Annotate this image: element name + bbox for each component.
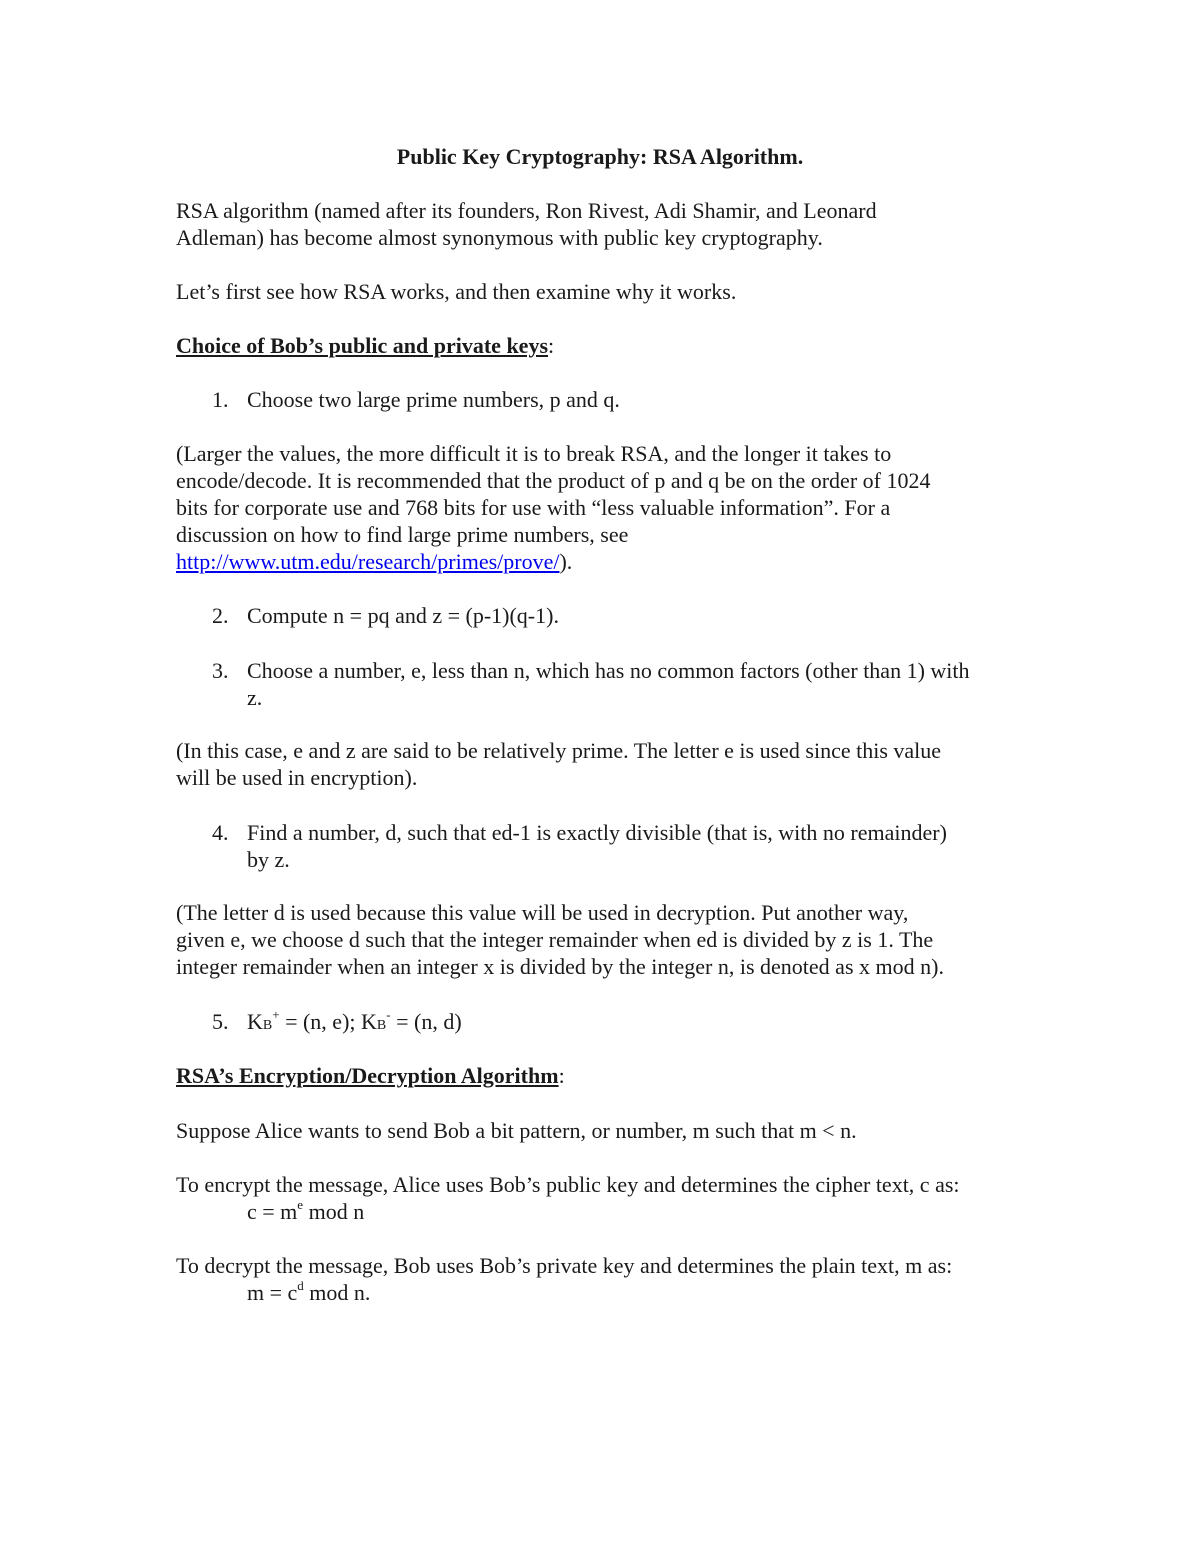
decrypt-formula-pre: m = c (247, 1280, 298, 1305)
decrypt-line: To decrypt the message, Bob uses Bob’s private key and determines the plain text, m as: (176, 1253, 953, 1278)
lets-see-paragraph: Let’s first see how RSA works, and then examine why it works. (176, 279, 737, 304)
note-1-line-2: encode/decode. It is recommended that the product of p and q be on the order of 1024 (176, 468, 931, 493)
intro-line-2: Adleman) has become almost synonymous with public key cryptography. (176, 225, 823, 250)
step-2-text: Compute n = pq and z = (p-1)(q-1). (247, 603, 559, 628)
step-2-number: 2. (212, 603, 229, 628)
encrypt-line: To encrypt the message, Alice uses Bob’s public key and determines the cipher text, c as: (176, 1172, 960, 1197)
note-3-line-1: (The letter d is used because this value will be used in decryption. Put another way, (176, 900, 909, 925)
decrypt-formula-exponent: d (297, 1277, 304, 1293)
step-3-line-1: Choose a number, e, less than n, which has no common factors (other than 1) with (247, 658, 970, 683)
intro-line-1: RSA algorithm (named after its founders, Ron Rivest, Adi Shamir, and Leonard (176, 198, 877, 223)
kb-plus-sign: + (272, 1006, 280, 1022)
primes-link[interactable]: http://www.utm.edu/research/primes/prove/ (176, 549, 560, 574)
kb-plus-b: B (262, 1018, 273, 1033)
note-1-line-5 (176, 548, 572, 575)
step-1-text: Choose two large prime numbers, p and q. (247, 387, 620, 412)
decrypt-formula (247, 1279, 370, 1306)
encrypt-formula-pre: c = m (247, 1199, 298, 1224)
note-2-line-1: (In this case, e and z are said to be relatively prime. The letter e is used since this value (176, 738, 942, 763)
step-4-line-1: Find a number, d, such that ed-1 is exactly divisible (that is, with no remainder) (247, 820, 947, 845)
encrypt-formula-exponent: e (297, 1196, 304, 1212)
section-heading-keys-text: Choice of Bob’s public and private keys (176, 333, 549, 358)
note-3-line-2: given e, we choose d such that the integer remainder when ed is divided by z is 1. The (176, 927, 934, 952)
encrypt-formula (247, 1198, 364, 1225)
kb-formula-middle: = (n, e); K (279, 1009, 377, 1034)
note-3-line-3: integer remainder when an integer x is divided by the integer n, is denoted as x mod n). (176, 954, 944, 979)
note-1-line-1: (Larger the values, the more difficult it is to break RSA, and the longer it takes to (176, 441, 892, 466)
step-5-formula (247, 1008, 462, 1039)
note-1-close: ). (559, 549, 573, 574)
section-heading-keys (176, 332, 554, 359)
step-4-line-2: by z. (247, 847, 290, 872)
kb-formula-end: = (n, d) (390, 1009, 462, 1034)
page-title: Public Key Cryptography: RSA Algorithm. (396, 144, 804, 169)
note-1-line-4: discussion on how to find large prime numbers, see (176, 522, 629, 547)
decrypt-formula-post: mod n. (303, 1280, 371, 1305)
section-heading-algorithm (176, 1062, 565, 1089)
step-3-line-2: z. (247, 685, 263, 710)
section-heading-algorithm-text: RSA’s Encryption/Decryption Algorithm (176, 1063, 559, 1088)
step-1-number: 1. (212, 387, 229, 412)
section-heading-algorithm-colon: : (558, 1063, 565, 1088)
step-4-number: 4. (212, 820, 229, 845)
kb-minus-b: B (376, 1018, 387, 1033)
section-heading-keys-colon: : (548, 333, 555, 358)
encrypt-formula-post: mod n (303, 1199, 365, 1224)
note-1-line-3: bits for corporate use and 768 bits for use with “less valuable information”. For a (176, 495, 891, 520)
kb-minus-sign: - (386, 1006, 391, 1022)
note-2-line-2: will be used in encryption). (176, 765, 418, 790)
step-5-number: 5. (212, 1009, 229, 1034)
step-3-number: 3. (212, 658, 229, 683)
kb-plus-k: K (247, 1009, 263, 1034)
suppose-paragraph: Suppose Alice wants to send Bob a bit pattern, or number, m such that m < n. (176, 1118, 857, 1143)
